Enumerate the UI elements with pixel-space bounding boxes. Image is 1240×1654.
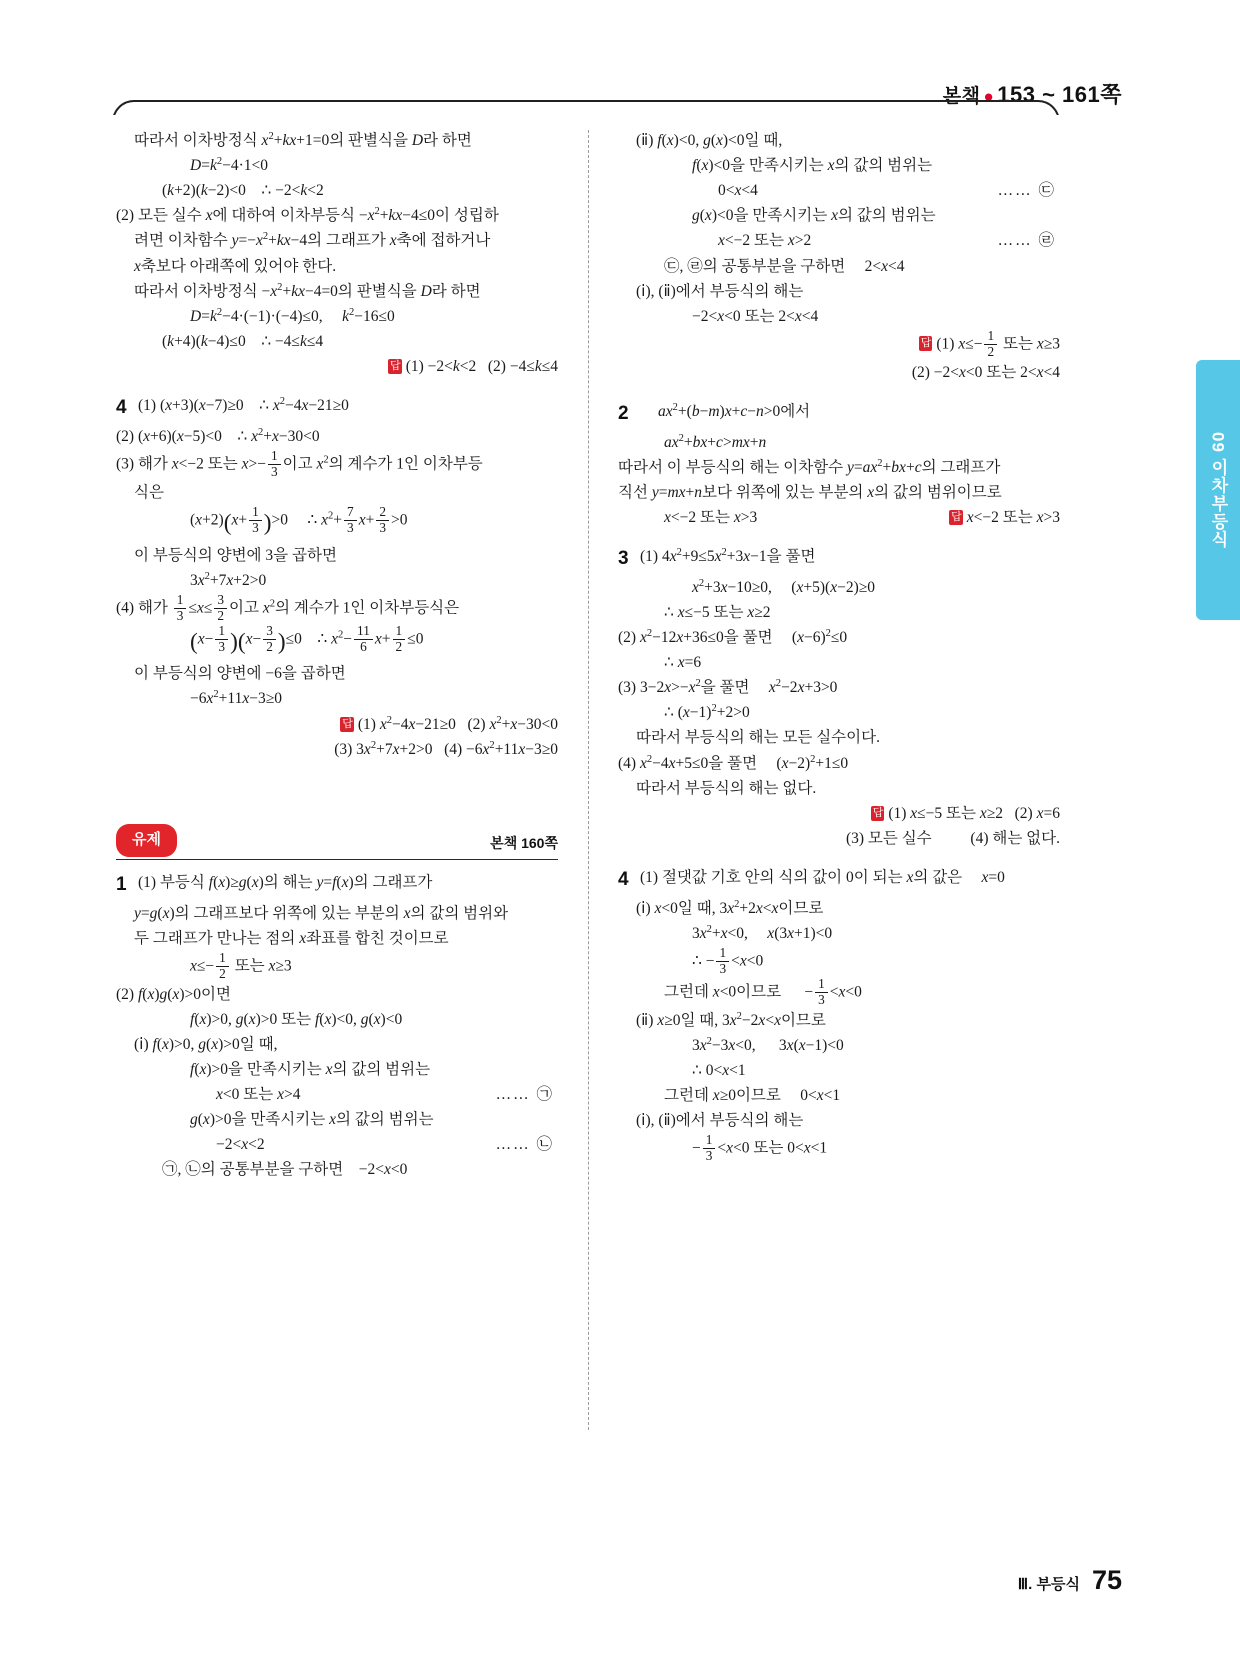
text-line: (ⅰ) f(x)>0, g(x)>0일 때, [134, 1035, 278, 1053]
text-line: 식은 [134, 483, 164, 501]
text-line: (ⅰ), (ⅱ)에서 부등식의 해는 [636, 1112, 804, 1130]
text-line: 0<x<4 …… ㉢ [618, 178, 1060, 203]
text-line: (ⅰ) x<0일 때, $3x^2+2x<x$이므로 [636, 898, 824, 917]
text-line: ∴ $(x-1)^2+2>0$ [664, 703, 750, 722]
text-line: (ⅰ), (ⅱ)에서 부등식의 해는 [636, 282, 804, 300]
problem-1 [116, 870, 558, 901]
text-line: (4) 해가 $\frac{1}{3}$ ≤x≤ $\frac{3}{2}$ 이고 $x^2$의 계수가 1인 이차부등식은 [116, 591, 460, 623]
answer-badge-icon: 답 [342, 717, 352, 730]
text-line: ∴ x≤−5 또는 x≥2 [664, 603, 771, 621]
text-line: x≤− $\frac{1}{2}$ 또는 x≥3 [190, 949, 292, 981]
section-banner [116, 824, 558, 858]
text-line: (2) f(x)g(x)>0이면 [116, 985, 231, 1003]
text-line: ∴ 0<x<1 [692, 1061, 746, 1079]
text-line: (1) $4x^2+9\le 5x^2+3x-1$을 풀면 [640, 546, 816, 566]
text-line: g(x)<0을 만족시키는 x의 값의 범위는 [692, 207, 936, 225]
text-line: (2) $x^2-12x+36\le 0$을 풀면 $(x-6)^2\le 0$ [618, 627, 848, 647]
text-line: ∴ x=6 [664, 654, 702, 672]
column-divider [588, 130, 589, 1430]
text-line: (1) 부등식 f(x)≥g(x)의 해는 y=f(x)의 그래프가 [138, 873, 433, 891]
reference-mark: …… ㉣ [997, 232, 1056, 250]
text-line: ∴ − $\frac{1}{3}$ <x<0 [692, 944, 764, 976]
text-line: $-6x^2+11x-3\ge 0$ [190, 689, 282, 708]
page-footer [1018, 1565, 1122, 1596]
section-banner-reference: 본책 160쪽 [490, 834, 558, 851]
text-line: x축보다 아래쪽에 있어야 한다. [134, 257, 337, 275]
text-line: f(x)>0을 만족시키는 x의 값의 범위는 [190, 1060, 431, 1078]
answer-badge-icon: 답 [872, 806, 883, 819]
answer-line: 답 (1) $x^2-4x-21\ge 0$ (2) $x^2+x-30<0$ [342, 714, 558, 733]
problem-number: 4 [618, 869, 629, 890]
answer-badge-icon: 답 [390, 359, 400, 372]
text-line: 이 부등식의 양변에 3을 곱하면 [134, 546, 337, 564]
text-line: 따라서 이 부등식의 해는 이차함수 $y=ax^2+bx+c$의 그래프가 [618, 457, 1001, 476]
text-line: 따라서 부등식의 해는 모든 실수이다. [636, 729, 880, 747]
text-line: f(x)>0, g(x)>0 또는 f(x)<0, g(x)<0 [190, 1010, 403, 1028]
text-line: $3x^2-3x<0$, 3x(x−1)<0 [692, 1035, 844, 1054]
text-line: 려면 이차함수 $y=-x^2+kx-4$의 그래프가 x축에 접하거나 [134, 231, 491, 250]
answer-line: (3) $3x^2+7x+2>0$ $(4) -6x^2+11x-3\ge 0$ [334, 739, 558, 758]
right-column [618, 128, 1060, 1164]
text-line: (x+2)(x+ $\frac{1}{3}$ )>0 ∴ $x^2+$ $\frac{7}{3}$ x+ $\frac{2}{3}$ >0 [190, 503, 408, 536]
footer-chapter: Ⅲ. 부등식 [1017, 1576, 1080, 1593]
text-line: $ax^2+bx+c>mx+n$ [664, 432, 767, 451]
text-line: −2<x<0 또는 2<x<4 [692, 307, 819, 325]
answer-line: (3) 모든 실수 (4) 해는 없다. [845, 829, 1060, 847]
answer-line: 답 (1) −2<k<2 (2) −4≤k≤4 [390, 357, 558, 375]
problem-2 [618, 399, 1060, 430]
text-line: g(x)>0을 만족시키는 x의 값의 범위는 [190, 1111, 434, 1129]
text-line: −2<x<2 …… ㉡ [116, 1132, 558, 1157]
header-ref-label: 본책 [942, 86, 981, 107]
problem-4-right [618, 865, 1060, 896]
text-line: $3x^2+7x+2>0$ [190, 570, 267, 589]
section-banner-tag: 유제 [116, 824, 177, 857]
text-line: y=g(x)의 그래프보다 위쪽에 있는 부분의 x의 값의 범위와 [134, 904, 509, 922]
text-line: (2) (x+6)(x−5)<0 ∴ $x^2+x-30<0$ [116, 426, 320, 445]
text-line: $ax^2+(b-m)x+c-n>0$에서 [658, 401, 811, 420]
problem-number: 3 [618, 548, 629, 570]
text-line: 따라서 이차방정식 $x^2+kx+1=0$의 판별식을 D라 하면 [134, 130, 472, 149]
text-line: 그런데 x<0이므로 − $\frac{1}{3}$ <x<0 [664, 975, 862, 1007]
text-line: (3) 해가 x<−2 또는 x>− $\frac{1}{3}$ 이고 $x^2$의 계수가 1인 이차부등 [116, 447, 483, 479]
reference-mark: …… ㉢ [997, 182, 1056, 200]
problem-number: 2 [618, 402, 629, 424]
text-line: (1) (x+3)(x−7)≥0 ∴ $x^2-4x-21\ge 0$ [138, 395, 349, 415]
answer-line: 답 (1) x≤−5 또는 x≥2 (2) x=6 [872, 804, 1060, 822]
reference-mark: …… ㉠ [495, 1086, 554, 1103]
text-line: 두 그래프가 만나는 점의 x좌표를 합친 것이므로 [134, 929, 449, 947]
text-line: $x^2+3x-10\ge 0$, (x+5)(x−2)≥0 [692, 577, 875, 596]
problem-3 [618, 544, 1060, 575]
header-rule [112, 100, 1060, 122]
text-line: − $\frac{1}{3}$ <x<0 또는 0<x<1 [692, 1132, 828, 1164]
text-line: f(x)<0을 만족시키는 x의 값의 범위는 [692, 157, 933, 175]
answer-badge-icon: 답 [920, 337, 931, 350]
problem-number: 1 [116, 873, 127, 895]
text-line: 따라서 이차방정식 $-x^2+kx-4=0$의 판별식을 D라 하면 [134, 281, 481, 300]
text-line: ㉢, ㉣의 공통부분을 구하면 2<x<4 [664, 257, 905, 275]
text-line: $D=k^2-4\cdot(-1)\cdot(-4)\le 0$, $k^2-16\le 0$ [190, 306, 395, 325]
left-column [116, 128, 558, 1182]
answer-line: (2) −2<x<0 또는 2<x<4 [911, 363, 1060, 381]
text-line: 이 부등식의 양변에 −6을 곱하면 [134, 665, 346, 683]
text-line: x<−2 또는 x>2 …… ㉣ [618, 228, 1060, 253]
text-line: (x− $\frac{1}{3}$ )(x− $\frac{3}{2}$ )≤0 ∴ $x^2-$ $\frac{11}{6}$ x+ $\frac{1}{2}$ ≤0 [190, 622, 424, 655]
chapter-side-tab-label: 09 이차부등식 [1208, 431, 1228, 549]
answer-badge-icon: 답 [951, 510, 961, 523]
footer-page-number: 75 [1091, 1565, 1122, 1595]
text-line: (k+2)(k−2)<0 ∴ −2<k<2 [162, 182, 324, 200]
text-line: (ⅱ) x≥0일 때, $3x^2-2x<x$이므로 [636, 1010, 826, 1029]
text-line: $D=k^2-4\cdot 1<0$ [190, 155, 269, 175]
text-line: 직선 y=mx+n보다 위쪽에 있는 부분의 x의 값의 범위이므로 [618, 483, 1002, 501]
answer-inline: 답 x<−2 또는 x>3 [951, 508, 1060, 526]
answer-line: 답 (1) x≤− $\frac{1}{2}$ 또는 x≥3 [920, 327, 1060, 359]
text-line: (1) 절댓값 기호 안의 식의 값이 0이 되는 x의 값은 x=0 [640, 869, 1005, 886]
text-line: x<0 또는 x>4 …… ㉠ [116, 1082, 558, 1107]
chapter-side-tab [1196, 360, 1240, 620]
text-line: x<−2 또는 x>3 답 x<−2 또는 x>3 [618, 505, 1060, 530]
header-bullet-icon: ● [983, 87, 995, 106]
reference-mark: …… ㉡ [495, 1136, 554, 1154]
text-line: 따라서 부등식의 해는 없다. [636, 779, 817, 797]
problem-4 [116, 393, 558, 424]
section-banner-rule [116, 859, 558, 860]
text-line: (ⅱ) f(x)<0, g(x)<0일 때, [636, 132, 783, 149]
text-line: ㉠, ㉡의 공통부분을 구하면 −2<x<0 [162, 1161, 408, 1179]
text-line: $3x^2+x<0$, x(3x+1)<0 [692, 923, 833, 942]
text-line: 그런데 x≥0이므로 0<x<1 [664, 1087, 841, 1104]
text-line: (3) $3-2x>-x^2$을 풀면 $x^2-2x+3>0$ [618, 678, 838, 697]
text-line: (2) 모든 실수 x에 대하여 이차부등식 $-x^2+kx-4\le 0$이 성립하 [116, 206, 499, 225]
header-ref-range: 153 ~ 161쪽 [997, 82, 1122, 107]
text-line: (4) $x^2-4x+5\le 0$을 풀면 $(x-2)^2+1\le 0$ [618, 753, 849, 772]
text-line: (k+4)(k−4)≤0 ∴ −4≤k≤4 [162, 332, 324, 350]
problem-number: 4 [116, 397, 127, 419]
